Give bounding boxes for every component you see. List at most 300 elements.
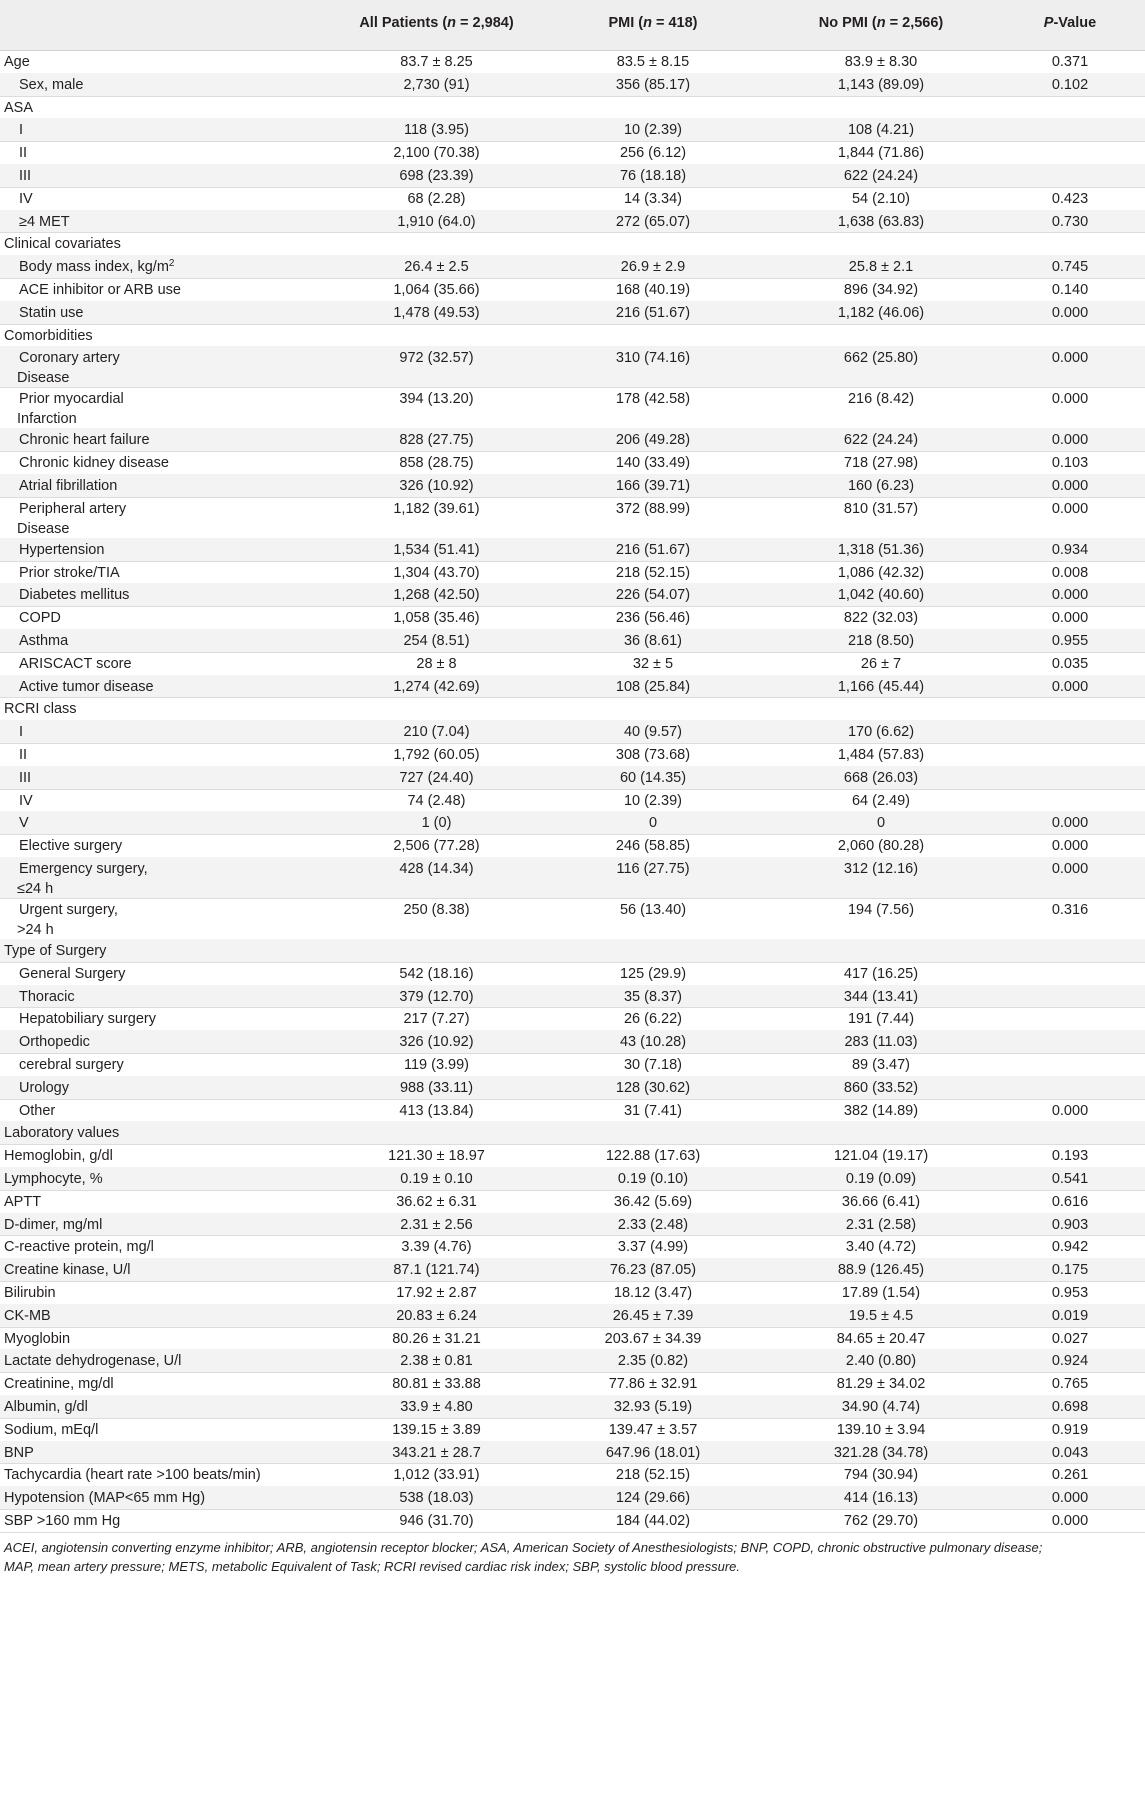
cell-c1: 379 (12.70): [399, 988, 474, 1005]
row-label: [19, 143, 349, 163]
cell-c2: 108 (25.84): [615, 678, 691, 695]
table-row: [0, 811, 1145, 835]
cell-c2: 0: [648, 815, 658, 832]
row-label-continuation: Disease: [17, 370, 70, 387]
cell-c3: 139.10 ± 3.94: [836, 1421, 926, 1438]
row-label-text: General Surgery: [19, 965, 126, 982]
cell-c4: 0.000: [1051, 587, 1089, 604]
row-label: [4, 1397, 334, 1417]
table-row: [0, 1007, 1145, 1031]
cell-c1: 946 (31.70): [399, 1513, 474, 1529]
table-row: [0, 1395, 1145, 1419]
cell-c3: 283 (11.03): [844, 1034, 918, 1051]
cell-c4: 0.000: [1051, 432, 1089, 449]
table-row: [0, 898, 1145, 940]
table-row: [0, 743, 1145, 767]
row-label: [4, 1260, 334, 1280]
row-label: [4, 1306, 334, 1326]
row-label-text: Creatinine, mg/dl: [4, 1376, 114, 1393]
row-label-text: D-dimer, mg/ml: [4, 1216, 103, 1233]
cell-c3: 860 (33.52): [843, 1079, 919, 1096]
cell-c4: 0.000: [1051, 478, 1089, 494]
cell-c3: 417 (16.25): [843, 965, 919, 982]
cell-c3: 1,086 (42.32): [837, 564, 925, 581]
cell-c3: 1,844 (71.86): [837, 145, 925, 162]
table-row: [0, 1463, 1145, 1487]
row-label: [4, 699, 334, 719]
cell-c2: 76 (18.18): [619, 168, 687, 184]
row-label-text: Lactate dehydrogenase, U/l: [4, 1353, 182, 1370]
row-label: [4, 1443, 334, 1463]
cell-c2: 256 (6.12): [619, 145, 687, 162]
cell-c2: 31 (7.41): [623, 1102, 683, 1119]
row-label: [19, 476, 349, 496]
cell-c2: 43 (10.28): [619, 1034, 687, 1051]
row-label: [19, 813, 349, 833]
row-label: [19, 859, 194, 899]
row-label-text: Laboratory values: [4, 1125, 120, 1142]
row-label-text: APTT: [4, 1193, 42, 1210]
cell-c2: 246 (58.85): [615, 838, 691, 855]
cell-c4: 0.102: [1051, 76, 1089, 93]
cell-c1: 1,304 (43.70): [393, 564, 480, 581]
cell-c2: 36.42 (5.69): [613, 1193, 693, 1210]
footnote-line-2: MAP, mean artery pressure; METS, metabolic Equivalent of Task; RCRI revised cardiac risk index; SBP, systolic blood pressure.: [4, 1558, 741, 1574]
table-row: [0, 538, 1145, 562]
row-label: [19, 631, 349, 651]
cell-c4: 0.000: [1051, 350, 1089, 367]
cell-c2: 18.12 (3.47): [613, 1285, 693, 1301]
table-row: [0, 561, 1145, 585]
cell-c2: 226 (54.07): [615, 587, 691, 604]
cell-c1: 1,792 (60.05): [393, 747, 480, 763]
table-row: [0, 1235, 1145, 1259]
cell-c4: 0.541: [1051, 1171, 1089, 1187]
cell-c2: 83.5 ± 8.15: [616, 54, 690, 70]
row-label-text: Sex, male: [19, 76, 84, 93]
cell-c3: 344 (13.41): [843, 988, 919, 1005]
cell-c2: 356 (85.17): [615, 76, 691, 93]
cell-c1: 87.1 (121.74): [393, 1262, 480, 1279]
table-row: [0, 1053, 1145, 1077]
row-label-text: Body mass index, kg/m: [19, 259, 169, 276]
cell-c2: 77.86 ± 32.91: [608, 1376, 698, 1393]
row-label: [19, 791, 349, 811]
cell-c1: 26.4 ± 2.5: [404, 259, 469, 276]
cell-c3: 810 (31.57): [843, 500, 919, 517]
row-label: [19, 166, 349, 186]
cell-c3: 312 (12.16): [843, 861, 919, 877]
cell-c3: 121.04 (19.17): [833, 1148, 929, 1165]
row-label: [19, 280, 349, 300]
cell-c3: 1,318 (51.36): [837, 541, 925, 558]
table-row: [0, 1281, 1145, 1305]
cell-c2: 206 (49.28): [615, 432, 691, 449]
cell-c3: 0: [876, 815, 886, 832]
row-label-text: Active tumor disease: [19, 678, 154, 695]
cell-c2: 272 (65.07): [615, 213, 691, 230]
cell-c2: 216 (51.67): [615, 541, 691, 558]
row-label-text: C-reactive protein, mg/l: [4, 1239, 154, 1256]
row-label: [19, 987, 349, 1007]
row-label-text: CK-MB: [4, 1307, 51, 1324]
cell-c4: 0.000: [1051, 304, 1089, 321]
table-row: [0, 187, 1145, 211]
cell-c3: 762 (29.70): [843, 1513, 919, 1529]
table-row: [0, 1099, 1145, 1123]
cell-c4: 0.000: [1051, 610, 1089, 627]
table-row: [0, 324, 1145, 348]
table-row: [0, 652, 1145, 676]
cell-c2: 139.47 ± 3.57: [608, 1421, 698, 1438]
cell-c4: 0.924: [1051, 1353, 1089, 1370]
row-label: [19, 1032, 349, 1052]
table-row: [0, 50, 1145, 74]
cell-c1: 326 (10.92): [399, 1034, 474, 1051]
cell-c3: 622 (24.24): [843, 168, 919, 184]
row-label: [19, 836, 349, 856]
table-row: [0, 210, 1145, 234]
row-label-text: ARISCACT score: [19, 655, 132, 672]
cell-c4: 0.008: [1051, 564, 1089, 581]
table-row: [0, 675, 1145, 699]
table-row: [0, 474, 1145, 498]
row-label: [4, 1237, 334, 1257]
cell-c1: 250 (8.38): [403, 902, 470, 918]
table-row: [0, 962, 1145, 986]
cell-c3: 2,060 (80.28): [837, 838, 925, 855]
row-label-text: Orthopedic: [19, 1034, 90, 1051]
cell-c4: 0.616: [1051, 1193, 1089, 1210]
cell-c4: 0.000: [1051, 815, 1089, 832]
cell-c4: 0.103: [1051, 455, 1089, 472]
row-label-text: Urgent surgery,: [19, 902, 118, 918]
cell-c3: 1,143 (89.09): [837, 76, 925, 93]
cell-c4: 0.423: [1051, 190, 1089, 207]
table-row: [0, 255, 1145, 279]
cell-c4: 0.000: [1051, 1490, 1089, 1507]
cell-c4: 0.903: [1051, 1216, 1089, 1233]
cell-c2: 10 (2.39): [623, 792, 683, 809]
cell-c1: 36.62 ± 6.31: [396, 1193, 477, 1210]
cell-c1: 2,100 (70.38): [393, 145, 480, 162]
table-row: [0, 857, 1145, 899]
table-row: [0, 1213, 1145, 1237]
row-label: [4, 326, 334, 346]
cell-c1: 413 (13.84): [399, 1102, 474, 1119]
row-label: [4, 941, 334, 961]
cell-c4: 0.261: [1051, 1467, 1089, 1484]
table-row: [0, 1144, 1145, 1168]
row-label-text: I: [19, 122, 24, 139]
row-label: [19, 499, 194, 539]
cell-c1: 428 (14.34): [399, 861, 474, 877]
cell-c1: 858 (28.75): [399, 455, 474, 472]
cell-c2: 35 (8.37): [623, 988, 683, 1005]
row-label: [4, 1123, 334, 1143]
cell-c3: 1,484 (57.83): [837, 747, 925, 763]
cell-c2: 166 (39.71): [615, 478, 691, 494]
cell-c3: 108 (4.21): [847, 122, 915, 139]
row-label: [4, 52, 334, 72]
cell-c2: 10 (2.39): [623, 122, 683, 139]
row-label: [19, 563, 349, 583]
cell-c4: 0.035: [1051, 655, 1089, 672]
cell-c1: 2.38 ± 0.81: [400, 1353, 473, 1370]
cell-c2: 168 (40.19): [615, 282, 691, 298]
row-label-text: III: [19, 168, 32, 184]
cell-c3: 0.19 (0.09): [845, 1171, 917, 1187]
cell-c3: 36.66 (6.41): [841, 1193, 921, 1210]
cell-c3: 84.65 ± 20.47: [836, 1330, 926, 1347]
row-label-text: V: [19, 815, 29, 832]
cell-c4: 0.027: [1051, 1330, 1089, 1347]
cell-c1: 20.83 ± 6.24: [396, 1307, 477, 1324]
cell-c1: 1,012 (33.91): [393, 1467, 480, 1484]
cell-c3: 83.9 ± 8.30: [844, 54, 918, 70]
table-row: [0, 1486, 1145, 1510]
row-label: [4, 1488, 334, 1508]
row-label: [19, 654, 349, 674]
cell-c4: 0.000: [1051, 500, 1089, 517]
row-label-text: Chronic kidney disease: [19, 455, 169, 472]
cell-c4: 0.919: [1051, 1421, 1089, 1438]
row-label-text: cerebral surgery: [19, 1057, 124, 1073]
row-label: [19, 348, 194, 388]
row-label: [4, 1351, 334, 1371]
cell-c1: 1,058 (35.46): [393, 610, 480, 627]
table-row: [0, 96, 1145, 120]
row-label-text: ASA: [4, 99, 34, 116]
table-row: [0, 141, 1145, 165]
table-row: [0, 451, 1145, 475]
cell-c1: 2.31 ± 2.56: [400, 1216, 473, 1233]
header-p-value: P-Value: [1043, 15, 1097, 31]
cell-c1: 542 (18.16): [399, 965, 474, 982]
cell-c3: 896 (34.92): [843, 282, 919, 298]
cell-c2: 140 (33.49): [615, 455, 691, 472]
row-label: [4, 234, 334, 254]
cell-c4: 0.000: [1051, 678, 1089, 695]
table-row: [0, 1076, 1145, 1100]
cell-c2: 372 (88.99): [615, 500, 691, 517]
cell-c4: 0.000: [1051, 1102, 1089, 1119]
row-label-text: I: [19, 724, 24, 741]
table-row: [0, 1418, 1145, 1442]
cell-c2: 218 (52.15): [615, 1467, 691, 1484]
table-row: [0, 164, 1145, 188]
cell-c3: 718 (27.98): [843, 455, 919, 472]
cell-c3: 822 (32.03): [843, 610, 919, 627]
table-header: [0, 0, 1145, 51]
cell-c4: 0.175: [1051, 1262, 1089, 1279]
row-label-text: Chronic heart failure: [19, 432, 150, 449]
cell-c3: 218 (8.50): [847, 633, 915, 649]
row-label: [19, 1101, 349, 1121]
row-label-text: Bilirubin: [4, 1285, 56, 1301]
cell-c1: 828 (27.75): [399, 432, 474, 449]
cell-c3: 34.90 (4.74): [841, 1399, 921, 1415]
cell-c3: 216 (8.42): [847, 391, 915, 408]
row-label-text: ≥4 MET: [19, 213, 70, 230]
cell-c1: 1,274 (42.69): [393, 678, 480, 695]
cell-c4: 0.000: [1051, 861, 1089, 877]
table-row: [0, 1441, 1145, 1465]
row-label-continuation: ≤24 h: [17, 881, 54, 897]
row-label: [19, 585, 349, 605]
cell-c2: 30 (7.18): [623, 1057, 683, 1073]
cell-c2: 310 (74.16): [615, 350, 691, 367]
row-label: [19, 964, 349, 984]
cell-c4: 0.371: [1051, 54, 1089, 70]
cell-c2: 218 (52.15): [615, 564, 691, 581]
cell-c2: 60 (14.35): [619, 769, 687, 786]
cell-c1: 80.26 ± 31.21: [392, 1330, 481, 1347]
row-label: [19, 745, 349, 765]
table-row: [0, 939, 1145, 963]
row-label-text: IV: [19, 792, 33, 809]
row-label-continuation: >24 h: [17, 922, 54, 938]
row-label: [19, 75, 349, 95]
cell-c3: 1,042 (40.60): [837, 587, 925, 604]
row-label-superscript: 2: [168, 258, 175, 270]
cell-c2: 32 ± 5: [632, 655, 674, 672]
row-label-continuation: Infarction: [17, 411, 77, 428]
row-label-text: Asthma: [19, 633, 69, 649]
table-row: [0, 789, 1145, 813]
table-row: [0, 629, 1145, 653]
table-row: [0, 1509, 1145, 1533]
row-label-text: SBP >160 mm Hg: [4, 1513, 121, 1529]
table-row: [0, 606, 1145, 630]
cell-c1: 1,064 (35.66): [393, 282, 480, 298]
cell-c1: 1,534 (51.41): [393, 541, 480, 558]
cell-c1: 698 (23.39): [399, 168, 474, 184]
row-label-text: Lymphocyte, %: [4, 1171, 103, 1187]
table-row: [0, 720, 1145, 744]
table-row: [0, 1258, 1145, 1282]
row-label-text: Type of Surgery: [4, 943, 107, 959]
cell-c4: 0.000: [1051, 1513, 1089, 1529]
row-label: [4, 1420, 334, 1440]
cell-c1: 1,910 (64.0): [397, 213, 476, 230]
row-label-text: Hemoglobin, g/dl: [4, 1148, 113, 1165]
table-row: [0, 697, 1145, 721]
row-label: [4, 1169, 334, 1189]
row-label-text: Urology: [19, 1079, 69, 1096]
row-label: [4, 1283, 334, 1303]
cell-c2: 26.45 ± 7.39: [612, 1307, 694, 1324]
cell-c2: 3.37 (4.99): [617, 1239, 689, 1256]
row-label: [19, 389, 194, 429]
cell-c1: 727 (24.40): [399, 769, 474, 786]
row-label-text: Tachycardia (heart rate >100 beats/min): [4, 1467, 261, 1484]
cell-c1: 343.21 ± 28.7: [392, 1444, 481, 1461]
row-label-text: COPD: [19, 610, 61, 627]
row-label-text: Elective surgery: [19, 838, 123, 855]
row-label: [19, 1009, 349, 1029]
cell-c3: 25.8 ± 2.1: [848, 259, 914, 276]
cell-c3: 89 (3.47): [851, 1057, 911, 1073]
cell-c2: 178 (42.58): [615, 391, 691, 408]
cell-c2: 203.67 ± 34.39: [604, 1330, 702, 1347]
cell-c3: 382 (14.89): [843, 1102, 919, 1119]
cell-c3: 17.89 (1.54): [841, 1285, 921, 1301]
row-label-text: Hepatobiliary surgery: [19, 1011, 157, 1028]
cell-c3: 622 (24.24): [843, 432, 919, 449]
table-row: [0, 1372, 1145, 1396]
row-label: [19, 540, 349, 560]
cell-c2: 216 (51.67): [615, 304, 691, 321]
table-row: [0, 301, 1145, 325]
row-label-text: Sodium, mEq/l: [4, 1421, 99, 1438]
row-label-text: Clinical covariates: [4, 236, 121, 253]
table-row: [0, 1121, 1145, 1145]
row-label-text: Creatine kinase, U/l: [4, 1262, 131, 1279]
cell-c3: 194 (7.56): [847, 902, 915, 918]
table-row: [0, 1327, 1145, 1351]
row-label-text: Albumin, g/dl: [4, 1399, 88, 1415]
cell-c2: 26 (6.22): [623, 1011, 683, 1028]
cell-c1: 254 (8.51): [403, 633, 470, 649]
cell-c4: 0.000: [1051, 391, 1089, 408]
row-label-text: Other: [19, 1102, 56, 1119]
cell-c1: 74 (2.48): [407, 792, 466, 809]
table-row: [0, 766, 1145, 790]
cell-c3: 160 (6.23): [847, 478, 915, 494]
cell-c1: 68 (2.28): [407, 190, 466, 207]
cell-c3: 414 (16.13): [843, 1490, 919, 1507]
row-label-text: II: [19, 747, 28, 763]
row-label-continuation: Disease: [17, 520, 70, 537]
row-label: [4, 1374, 334, 1394]
cell-c2: 76.23 (87.05): [609, 1262, 697, 1279]
header-pmi: PMI (n = 418): [608, 15, 698, 31]
cell-c1: 2,506 (77.28): [393, 838, 480, 855]
cell-c4: 0.043: [1051, 1444, 1089, 1461]
cell-c3: 54 (2.10): [851, 190, 911, 207]
table-row: [0, 1190, 1145, 1214]
cell-c3: 662 (25.80): [843, 350, 919, 367]
cell-c3: 3.40 (4.72): [845, 1239, 917, 1256]
table-row: [0, 278, 1145, 302]
cell-c3: 1,638 (63.83): [837, 213, 925, 230]
cell-c1: 1,478 (49.53): [393, 304, 480, 321]
cell-c3: 26 ± 7: [860, 655, 902, 672]
cell-c1: 80.81 ± 33.88: [392, 1376, 481, 1393]
cell-c4: 0.765: [1051, 1376, 1089, 1393]
cell-c3: 64 (2.49): [851, 792, 911, 809]
cell-c4: 0.953: [1051, 1285, 1089, 1301]
row-label-text: BNP: [4, 1444, 34, 1461]
row-label: [4, 1329, 334, 1349]
row-label: [4, 1192, 334, 1212]
cell-c1: 538 (18.03): [399, 1490, 474, 1507]
row-label-text: RCRI class: [4, 701, 77, 718]
table-row: [0, 118, 1145, 142]
row-label-text: Myoglobin: [4, 1330, 71, 1347]
row-label-text: Age: [4, 54, 30, 70]
cell-c2: 32.93 (5.19): [613, 1399, 693, 1415]
cell-c4: 0.316: [1051, 902, 1089, 918]
table-row: [0, 346, 1145, 388]
cell-c3: 88.9 (126.45): [837, 1262, 925, 1279]
cell-c1: 33.9 ± 4.80: [400, 1399, 473, 1415]
cell-c1: 0.19 ± 0.10: [400, 1171, 473, 1187]
row-label-text: Statin use: [19, 304, 84, 321]
row-label: [4, 98, 334, 118]
table-row: [0, 985, 1145, 1009]
